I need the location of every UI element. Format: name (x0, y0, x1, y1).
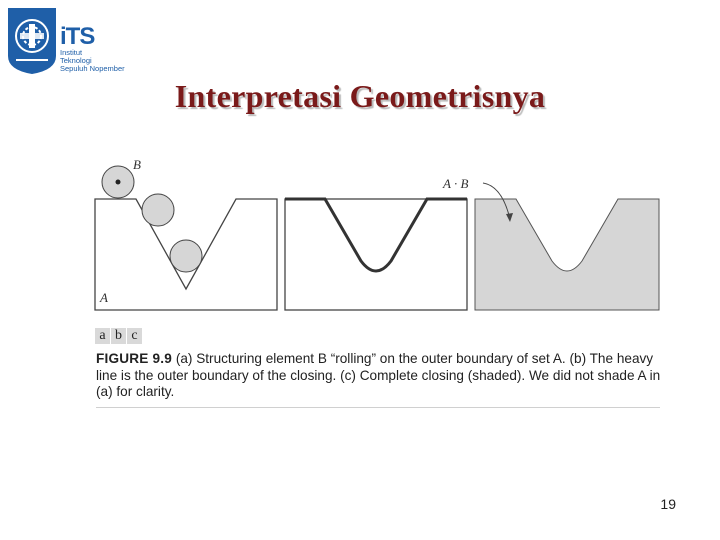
panel-c (442, 176, 659, 310)
caption-divider (96, 407, 660, 408)
logo-line-2: Teknologi (60, 56, 92, 65)
label-a: A (100, 290, 108, 305)
closing-shaded-region (475, 199, 659, 310)
logo-line-3: Sepuluh Nopember (60, 64, 125, 73)
logo-line-1: Institut (60, 48, 83, 57)
structuring-element-bottom (170, 240, 202, 272)
its-seal-icon (6, 4, 58, 76)
logo-text-block (60, 25, 125, 73)
page-number: 19 (660, 496, 676, 512)
panel-b (285, 199, 467, 310)
its-logo (6, 4, 130, 76)
label-a-closing-b: A · B (443, 176, 469, 191)
slide-title: Interpretasi Geometrisnya (174, 78, 546, 114)
subfigure-tag-a: a (95, 328, 110, 344)
panel-a (95, 157, 277, 310)
structuring-element-middle (142, 194, 174, 226)
subfigure-tag-c: c (127, 328, 142, 344)
subfigure-tag-b: b (111, 328, 126, 344)
panel-b-frame (285, 199, 467, 310)
figure-caption (96, 351, 662, 401)
caption-label: FIGURE 9.9 (96, 351, 173, 366)
caption-text: (a) Structuring element B “rolling” on the outer boundary of set A. (b) The heavy line is the outer boundary of the closing. (c) Complete closing (shaded). We did not shade A in (a) for clarity. (96, 351, 661, 399)
structuring-element-center-dot (116, 180, 121, 185)
subfigure-tags (95, 328, 142, 344)
logo-name: iTS (60, 23, 95, 50)
label-b: B (133, 157, 141, 172)
